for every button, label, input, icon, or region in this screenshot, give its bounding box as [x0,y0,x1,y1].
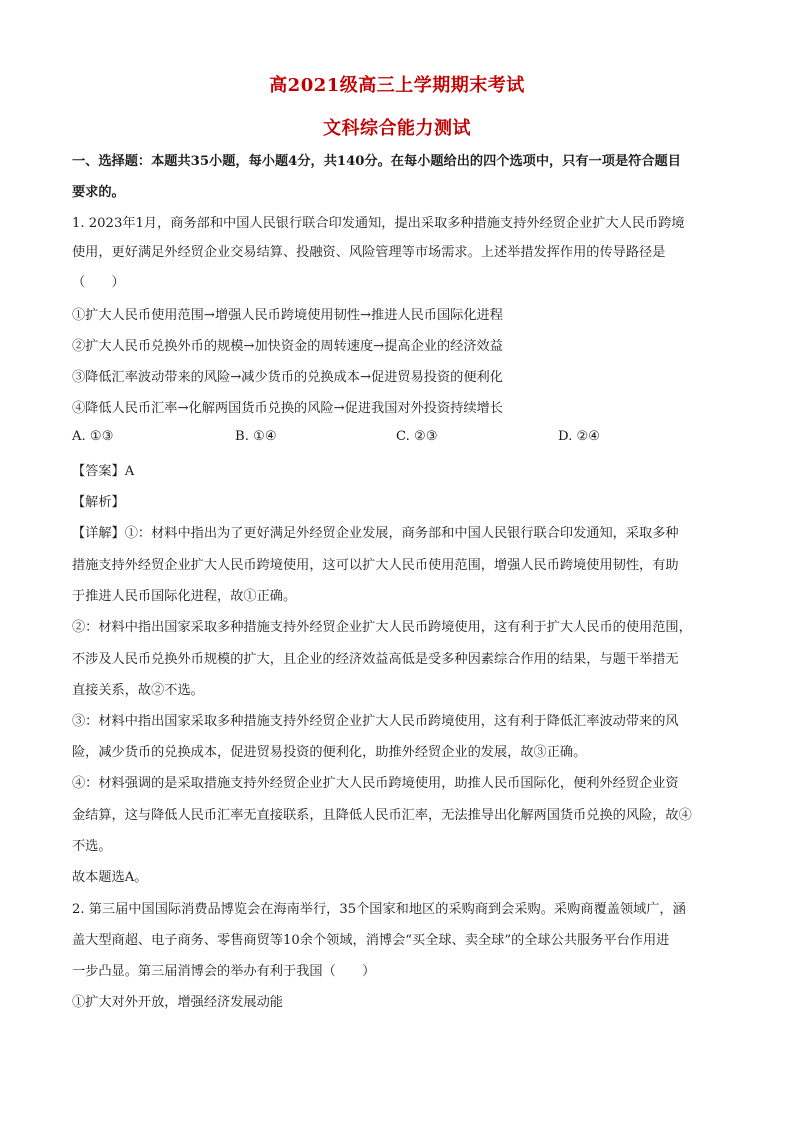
q1-options [72,429,732,449]
q1-answer: 【答案】A [72,464,135,479]
q1-option-c: C. ②③ [396,429,438,444]
q1-analysis-line: 措施支持外经贸企业扩大人民币跨境使用，这可以扩大人民币使用范围，增强人民币跨境使用韧性，有助 [72,558,679,573]
q1-analysis-line: ③：材料中指出国家采取多种措施支持外经贸企业扩大人民币跨境使用，这有利于降低汇率波动带来的风 [72,714,679,729]
q1-analysis-line: ②：材料中指出国家采取多种措施支持外经贸企业扩大人民币跨境使用，这有利于扩大人民币的使用范围， [72,620,692,635]
q1-conclusion: 故本题选A。 [72,870,148,885]
q1-option-d: D. ②④ [558,429,601,444]
q1-analysis-line: 金结算，这与降低人民币汇率无直接联系，且降低人民币汇率，无法推导出化解两国货币兑换的风险，故④ [72,808,692,823]
page-title: 高2021级高三上学期期末考试 [269,75,525,96]
q1-analysis-line: 不涉及人民币兑换外币规模的扩大，且企业的经济效益高低是受多种因素综合作用的结果，与题干举措无 [72,652,679,667]
q1-item: ④降低人民币汇率→化解两国货币兑换的风险→促进我国对外投资持续增长 [72,401,503,416]
q1-item: ①扩大人民币使用范围→增强人民币跨境使用韧性→推进人民币国际化进程 [72,308,503,323]
q1-option-b: B. ①④ [235,429,277,444]
q2-stem-line: 盖大型商超、电子商务、零售商贸等10余个领域，消博会“买全球、卖全球”的全球公共服务平台作用进 [72,933,670,948]
q2-stem-line: 一步凸显。第三届消博会的举办有利于我国（ ） [72,964,376,979]
section-intro-line: 要求的。 [72,185,125,200]
q1-analysis-line: 于推进人民币国际化进程，故①正确。 [72,589,297,604]
section-intro-line: 一、选择题：本题共35小题，每小题4分，共140分。在每小题给出的四个选项中，只有一项是符合题目 [72,154,681,169]
q1-analysis-line: ④：材料强调的是采取措施支持外经贸企业扩大人民币跨境使用，助推人民币国际化，便利外经贸企业资 [72,776,679,791]
q1-stem-line: 使用，更好满足外经贸企业交易结算、投融资、风险管理等市场需求。上述举措发挥作用的传导路径是 [72,245,666,260]
q1-analysis-label: 【解析】 [72,495,125,510]
q1-analysis-line: 险，减少货币的兑换成本，促进贸易投资的便利化，助推外经贸企业的发展，故③正确。 [72,745,587,760]
q1-stem-line: 1. 2023年1月，商务部和中国人民银行联合印发通知，提出采取多种措施支持外经贸企业扩大人民币跨境 [72,216,685,231]
q1-analysis-line: 【详解】①：材料中指出为了更好满足外经贸企业发展，商务部和中国人民银行联合印发通知，采取多种 [72,526,679,541]
q1-option-a: A. ①③ [72,429,114,444]
page-subtitle: 文科综合能力测试 [323,118,471,139]
q2-item: ①扩大对外开放，增强经济发展动能 [72,995,283,1010]
q1-item: ②扩大人民币兑换外币的规模→加快资金的周转速度→提高企业的经济效益 [72,339,503,354]
q2-stem-line: 2. 第三届中国国际消费品博览会在海南举行，35个国家和地区的采购商到会采购。采购商覆盖领域广，涵 [72,902,686,917]
q1-stem-line: （ ） [72,275,125,290]
q1-item: ③降低汇率波动带来的风险→减少货币的兑换成本→促进贸易投资的便利化 [72,370,503,385]
q1-analysis-line: 不选。 [72,839,112,854]
q1-analysis-line: 直接关系，故②不选。 [72,683,204,698]
